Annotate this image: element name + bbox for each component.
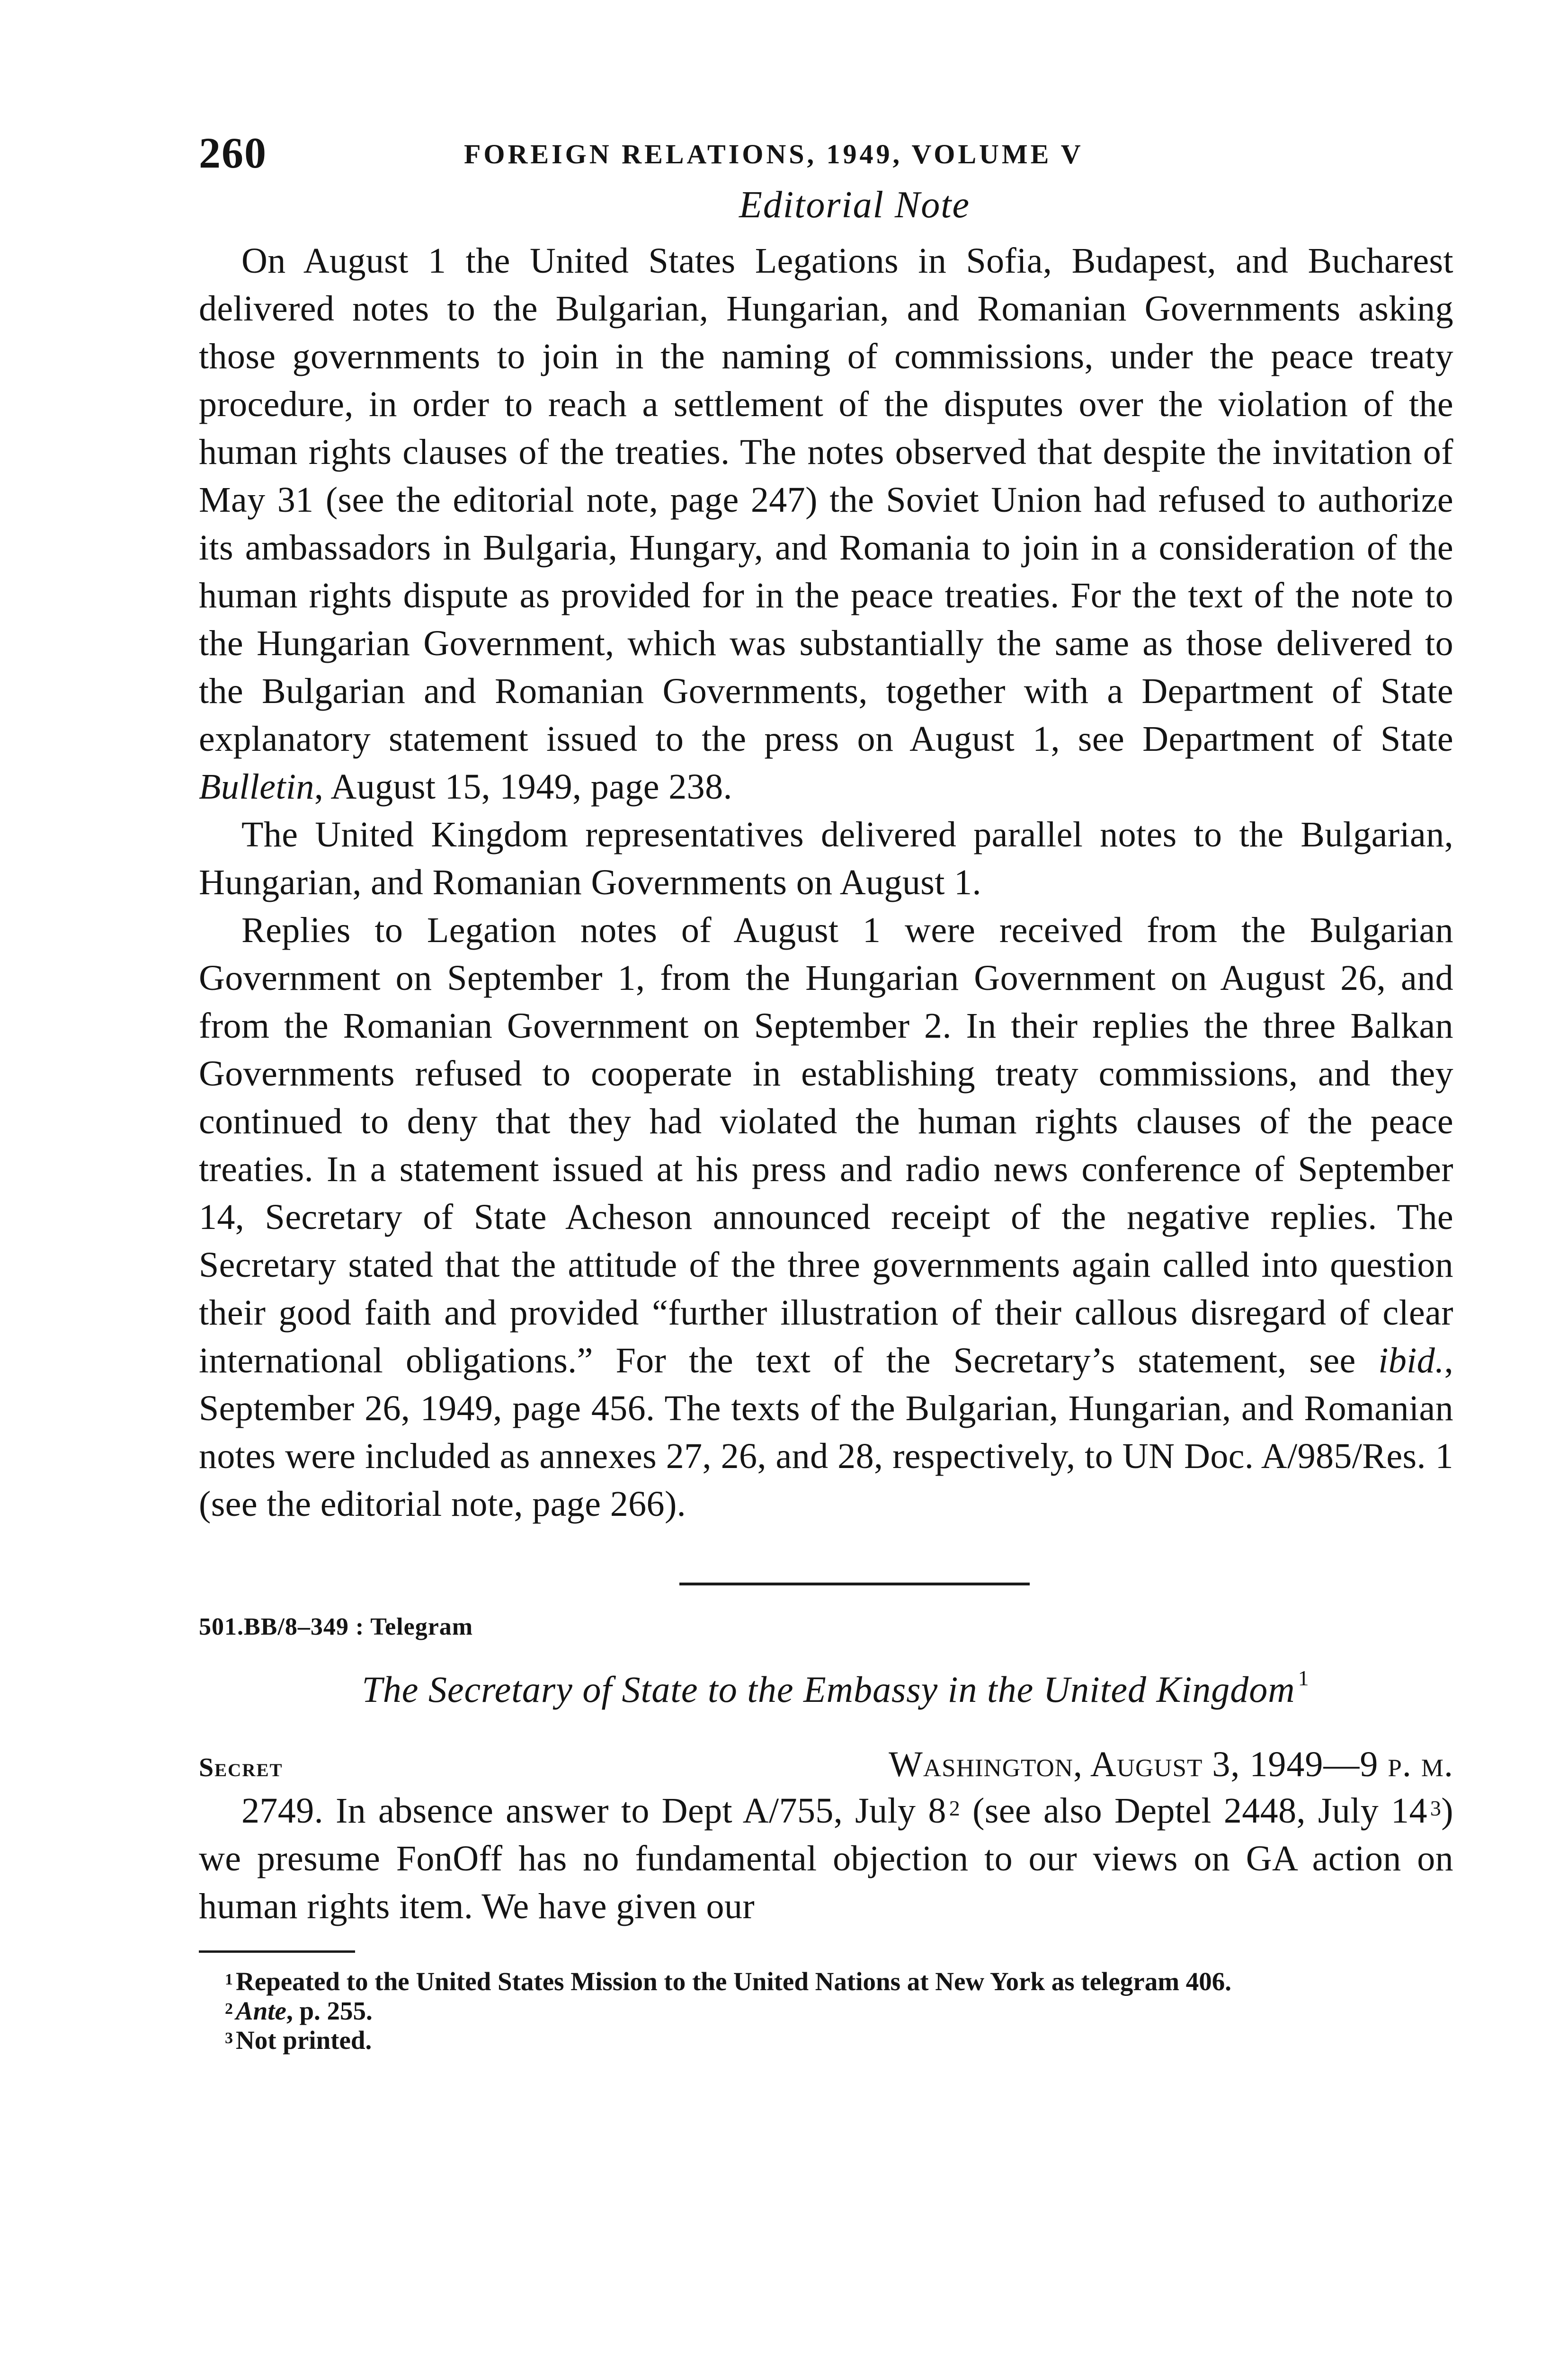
editorial-note-body — [199, 237, 1453, 1528]
footnote-italic-text: Ante — [236, 1996, 286, 2025]
footnote-text: Not printed. — [236, 2026, 372, 2055]
footnote-text: , p. 255. — [286, 1996, 373, 2025]
telegram-title-text: The Secretary of State to the Embassy in the United Kingdom — [362, 1669, 1295, 1710]
footnote-number: 2 — [225, 2000, 233, 2018]
footnote-text: Repeated to the United States Mission to the United Nations at New York as telegram 406. — [236, 1967, 1232, 1996]
file-reference: 501.BB/8–349 : Telegram — [199, 1613, 473, 1640]
telegram-paragraph — [199, 1787, 1453, 1931]
footnote-1 — [199, 1967, 1453, 1996]
editorial-note-title: Editorial Note — [739, 184, 970, 226]
editorial-paragraph-3 — [199, 907, 1453, 1528]
footnote-marker: 1 — [1298, 1666, 1310, 1690]
page-number: 260 — [199, 129, 267, 177]
paragraph-text: On August 1 the United States Legations in Sofia, Budapest, and Bucharest delivered notes to the Bulgarian, Hungarian, and Romanian Governments asking those governments to join in the naming of commissions, under the peace treaty procedure, in order to reach a settlement of the disputes over the violation of the human rights clauses of the treaties. The notes observed that despite the invitation of May 31 (see the editorial note, page 247) the Soviet Union had refused to authorize its ambassadors in Bulgaria, Hungary, and Romania to join in a consideration of the human rights dispute as provided for in the peace treaties. For the text of the note to the Hungarian Government, which was substantially the same as those delivered to the Bulgarian and Romanian Governments, together with a Department of State explanatory statement issued to the press on August 1, see Department of State — [199, 241, 1453, 759]
place-date: Washington, August 3, 1949—9 p. m. — [889, 1744, 1453, 1784]
footnote-number: 1 — [225, 1971, 233, 1988]
footnote-3 — [199, 2026, 1453, 2055]
footnote-marker: 2 — [949, 1796, 961, 1820]
bulletin-citation: Bulletin — [199, 767, 314, 807]
footnotes — [199, 1967, 1453, 2055]
telegram-title — [218, 1668, 1453, 1711]
paragraph-text: Replies to Legation notes of August 1 were received from the Bulgarian Government on September 1, from the Hungarian Government on August 26, and from the Romanian Government on September 2. In their replies the three Balkan Governments refused to cooperate in establishing treaty commissions, and they continued to deny that they had violated the human rights clauses of the peace treaties. In a statement issued at his press and radio news conference of September 14, Secretary of State Acheson announced receipt of the negative replies. The Secretary stated that the attitude of the three governments again called into question their good faith and provided “further illustration of their callous disregard of clear international obligations.” For the text of the Secretary’s statement, see — [199, 910, 1453, 1380]
footnote-2 — [199, 1996, 1453, 2026]
paragraph-text: , August 15, 1949, page 238. — [314, 767, 732, 807]
ibid-citation: ibid. — [1378, 1341, 1444, 1380]
footnote-number: 3 — [225, 2029, 233, 2047]
running-title: FOREIGN RELATIONS, 1949, VOLUME V — [464, 139, 1084, 169]
editorial-paragraph-2: The United Kingdom representatives delivered parallel notes to the Bulgarian, Hungarian, and Romanian Governments on August 1. — [199, 815, 1453, 902]
running-head — [199, 128, 1453, 180]
document-page — [199, 128, 1453, 2055]
dateline — [199, 1744, 1453, 1785]
classification-label: Secret — [199, 1753, 283, 1782]
footnote-marker: 3 — [1430, 1796, 1442, 1820]
section-divider — [679, 1583, 1030, 1585]
paragraph-text: (see also Deptel 2448, July 14 — [960, 1791, 1427, 1831]
paragraph-text: 2749. In absence answer to Dept A/755, July 8 — [241, 1791, 946, 1831]
footnote-divider — [199, 1950, 355, 1953]
editorial-paragraph-1 — [199, 237, 1453, 811]
telegram-body — [199, 1787, 1453, 1931]
paragraph-text: ) we presume FonOff has no fundamental objection to our views on GA action on human rights item. We have given our — [199, 1791, 1453, 1926]
paragraph-text: , September 26, 1949, page 456. The texts of the Bulgarian, Hungarian, and Romanian notes were included as annexes 27, 26, and 28, respectively, to UN Doc. A/985/Res. 1 (see the editorial note, page 266). — [199, 1341, 1453, 1524]
